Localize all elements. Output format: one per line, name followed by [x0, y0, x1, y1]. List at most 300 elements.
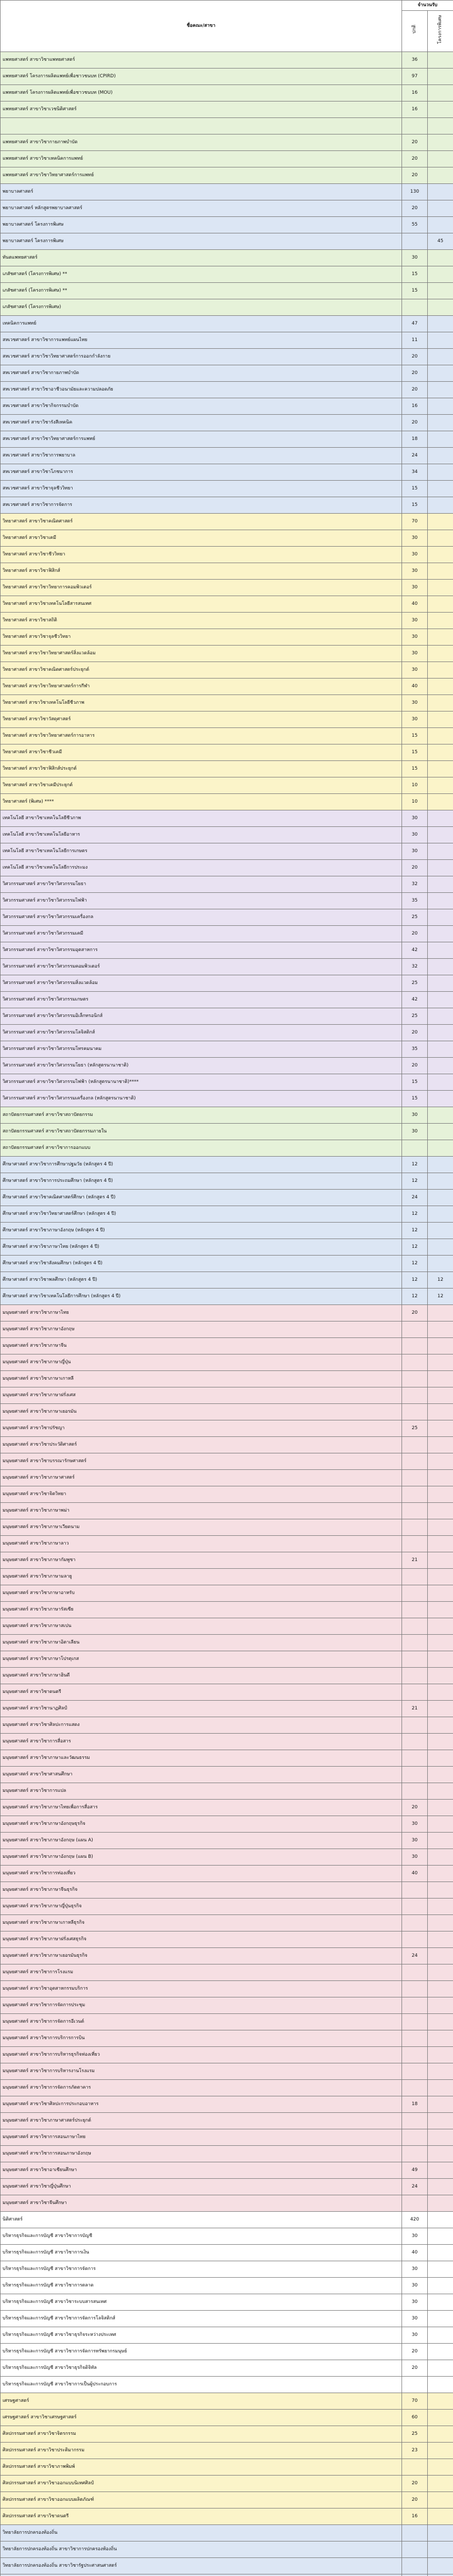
regular-quota: 12 [402, 1239, 428, 1256]
regular-quota: 24 [402, 448, 428, 464]
program-name: บริหารธุรกิจและการบัญชี สาขาวิชาการจัดการ [1, 2261, 402, 2278]
table-row [1, 1124, 453, 1140]
regular-quota: 20 [402, 365, 428, 382]
program-name: วิศวกรรมศาสตร์ สาขาวิชาวิศวกรรมเกษตร [1, 992, 402, 1008]
table-row [1, 1997, 453, 2014]
table-row [1, 2344, 453, 2360]
regular-quota [402, 2525, 428, 2541]
table-row [1, 596, 453, 613]
special-quota [428, 167, 453, 184]
special-quota [428, 1651, 453, 1668]
regular-quota: 40 [402, 2245, 428, 2261]
program-name: มนุษยศาสตร์ สาขาวิชาภาษาเยอรมัน [1, 1404, 402, 1420]
program-name: บริหารธุรกิจและการบัญชี สาขาวิชาการตลาด [1, 2278, 402, 2294]
special-quota [428, 1552, 453, 1569]
table-row [1, 1338, 453, 1354]
program-name: ทันตแพทยศาสตร์ [1, 250, 402, 266]
regular-quota [402, 1338, 428, 1354]
special-quota [428, 1997, 453, 2014]
table-row [1, 1717, 453, 1734]
special-quota [428, 1074, 453, 1091]
regular-quota [402, 2129, 428, 2146]
special-quota [428, 1585, 453, 1602]
table-row [1, 1272, 453, 1289]
regular-quota [402, 1997, 428, 2014]
special-quota [428, 382, 453, 398]
program-name: ศึกษาศาสตร์ สาขาวิชาคณิตศาสตร์ศึกษา (หลักสูตร 4 ปี) [1, 1190, 402, 1206]
program-name: มนุษยศาสตร์ สาขาวิชาภาษารัสเซีย [1, 1602, 402, 1618]
table-row [1, 1816, 453, 1833]
regular-quota: 32 [402, 876, 428, 893]
table-row [1, 431, 453, 448]
regular-quota: 20 [402, 200, 428, 217]
table-row [1, 2179, 453, 2195]
table-row [1, 893, 453, 909]
program-name: มนุษยศาสตร์ สาขาวิชาอาเซียนศึกษา [1, 2162, 402, 2179]
regular-quota [402, 1453, 428, 1470]
special-quota [428, 843, 453, 860]
table-row [1, 1470, 453, 1486]
table-row [1, 959, 453, 975]
regular-quota: 20 [402, 349, 428, 365]
program-name: เทคโนโลยี สาขาวิชาเทคโนโลยีการเกษตร [1, 843, 402, 860]
program-name: วิศวกรรมศาสตร์ สาขาวิชาวิศวกรรมโลจิสติกส์ [1, 1025, 402, 1041]
regular-quota: 20 [402, 1025, 428, 1041]
special-quota [428, 810, 453, 827]
regular-quota: 12 [402, 1289, 428, 1305]
table-row [1, 2294, 453, 2311]
regular-quota: 20 [402, 167, 428, 184]
regular-quota: 15 [402, 728, 428, 744]
special-quota [428, 1519, 453, 1536]
regular-quota [402, 1651, 428, 1668]
special-quota: 12 [428, 1272, 453, 1289]
table-row [1, 1503, 453, 1519]
program-name: สหเวชศาสตร์ สาขาวิชากายภาพบำบัด [1, 365, 402, 382]
program-name: วิทยาศาสตร์ สาขาวิชาวิทยาศาสตร์การอาหาร [1, 728, 402, 744]
table-row [1, 2278, 453, 2294]
regular-quota: 12 [402, 1223, 428, 1239]
program-name: วิศวกรรมศาสตร์ สาขาวิชาวิศวกรรมโยธา [1, 876, 402, 893]
program-name: วิทยาศาสตร์ (พิเศษ) **** [1, 794, 402, 810]
special-quota [428, 1882, 453, 1899]
table-row [1, 1223, 453, 1239]
special-quota [428, 1701, 453, 1717]
regular-quota [402, 1585, 428, 1602]
table-row [1, 1091, 453, 1107]
regular-quota: 16 [402, 398, 428, 415]
special-quota [428, 530, 453, 547]
program-name: วิศวกรรมศาสตร์ สาขาวิชาวิศวกรรมโยธา (หลักสูตรนานาชาติ) [1, 1058, 402, 1074]
special-quota [428, 2113, 453, 2129]
regular-quota: 25 [402, 1008, 428, 1025]
table-row [1, 1519, 453, 1536]
regular-quota: 30 [402, 580, 428, 596]
program-name: มนุษยศาสตร์ สาขาวิชาการจัดการอีเวนต์ [1, 2014, 402, 2030]
table-row [1, 1585, 453, 1602]
regular-quota: 15 [402, 1074, 428, 1091]
regular-quota: 30 [402, 2228, 428, 2245]
regular-quota: 12 [402, 1256, 428, 1272]
special-quota [428, 1025, 453, 1041]
table-row [1, 2492, 453, 2509]
table-row [1, 2096, 453, 2113]
program-name: เทคโนโลยี สาขาวิชาเทคโนโลยีชีวภาพ [1, 810, 402, 827]
regular-quota [402, 1915, 428, 1931]
special-quota [428, 431, 453, 448]
program-name: มนุษยศาสตร์ สาขาวิชาภาษาจีน [1, 1338, 402, 1354]
table-row [1, 2443, 453, 2459]
program-name: มนุษยศาสตร์ สาขาวิชาภาษาศาสตร์ประยุกต์ [1, 2113, 402, 2129]
table-row [1, 316, 453, 332]
table-row [1, 2525, 453, 2541]
table-row [1, 1239, 453, 1256]
program-name: มนุษยศาสตร์ สาขาวิชาภาษาฮินดี [1, 1668, 402, 1684]
program-name: บริหารธุรกิจและการบัญชี สาขาวิชาระบบสารสนเทศ [1, 2294, 402, 2311]
program-name: เทคโนโลยี สาขาวิชาเทคโนโลยีการประมง [1, 860, 402, 876]
table-row [1, 2541, 453, 2558]
special-quota [428, 2063, 453, 2080]
table-row [1, 85, 453, 101]
table-row [1, 1849, 453, 1866]
program-name: มนุษยศาสตร์ สาขาวิชาภาษาจีนธุรกิจ [1, 1882, 402, 1899]
program-name: มนุษยศาสตร์ สาขาวิชาภาษาไทย [1, 1305, 402, 1321]
regular-quota: 30 [402, 629, 428, 646]
regular-quota: 21 [402, 1701, 428, 1717]
program-name: มนุษยศาสตร์ สาขาวิชาญี่ปุ่นศึกษา [1, 2179, 402, 2195]
special-quota [428, 1371, 453, 1387]
table-row [1, 2245, 453, 2261]
special-quota [428, 728, 453, 744]
special-quota [428, 2574, 453, 2576]
program-name: บริหารธุรกิจและการบัญชี สาขาวิชาธุรกิจดิจิทัล [1, 2360, 402, 2377]
program-name: มนุษยศาสตร์ สาขาวิชาภาษาเวียดนาม [1, 1519, 402, 1536]
regular-quota [402, 2146, 428, 2162]
special-quota [428, 646, 453, 662]
special-quota [428, 2360, 453, 2377]
special-quota [428, 1190, 453, 1206]
table-row [1, 662, 453, 679]
table-row [1, 2426, 453, 2443]
program-name: มนุษยศาสตร์ สาขาวิชาภาษาเยอรมันธุรกิจ [1, 1948, 402, 1964]
special-quota [428, 1569, 453, 1585]
program-name: วิทยาศาสตร์ สาขาวิชาฟิสิกส์ [1, 563, 402, 580]
special-quota [428, 1833, 453, 1849]
table-header [1, 1, 453, 52]
special-quota [428, 794, 453, 810]
regular-quota [402, 1899, 428, 1915]
program-name: มนุษยศาสตร์ สาขาวิชาภาษาอังกฤษ [1, 1321, 402, 1338]
regular-quota: 60 [402, 2410, 428, 2426]
regular-quota [402, 2047, 428, 2063]
table-row [1, 2162, 453, 2179]
special-quota [428, 613, 453, 629]
regular-quota: 15 [402, 1091, 428, 1107]
table-row [1, 217, 453, 233]
program-name: บริหารธุรกิจและการบัญชี สาขาวิชาการเป็นผู้ประกอบการ [1, 2377, 402, 2393]
program-name: บริหารธุรกิจและการบัญชี สาขาวิชาการจัดการโลจิสติกส์ [1, 2311, 402, 2327]
program-name: วิศวกรรมศาสตร์ สาขาวิชาวิศวกรรมอิเล็กทรอนิกส์ [1, 1008, 402, 1025]
regular-quota: 30 [402, 250, 428, 266]
special-quota [428, 2228, 453, 2245]
program-name: ศิลปกรรมศาสตร์ สาขาวิชาจิตรกรรม [1, 2426, 402, 2443]
program-name: มนุษยศาสตร์ สาขาวิชาภาษาเกาหลี [1, 1371, 402, 1387]
regular-quota: 24 [402, 1190, 428, 1206]
regular-quota: 20 [402, 1058, 428, 1074]
table-row [1, 1206, 453, 1223]
program-name: สหเวชศาสตร์ สาขาวิชาจุลชีววิทยา [1, 481, 402, 497]
regular-quota: 20 [402, 382, 428, 398]
special-quota [428, 118, 453, 134]
table-row [1, 382, 453, 398]
table-row [1, 250, 453, 266]
regular-quota: 30 [402, 810, 428, 827]
table-row [1, 1651, 453, 1668]
program-name: วิทยาศาสตร์ สาขาวิชาเทคโนโลยีชีวภาพ [1, 695, 402, 711]
special-quota [428, 2261, 453, 2278]
program-name: สถาปัตยกรรมศาสตร์ สาขาวิชาสถาปัตยกรรม [1, 1107, 402, 1124]
table-row [1, 2212, 453, 2228]
program-name: วิทยาศาสตร์ สาขาวิชาจุลชีววิทยา [1, 629, 402, 646]
program-name: เภสัชศาสตร์ (โครงการพิเศษ) [1, 299, 402, 316]
program-name: พยาบาลศาสตร์ [1, 184, 402, 200]
program-name: มนุษยศาสตร์ สาขาวิชาการสอนภาษาไทย [1, 2129, 402, 2146]
table-row [1, 2063, 453, 2080]
regular-quota [402, 1684, 428, 1701]
special-quota [428, 200, 453, 217]
special-quota [428, 1223, 453, 1239]
program-name: วิทยาศาสตร์ สาขาวิชาเคมี [1, 530, 402, 547]
table-row [1, 2146, 453, 2162]
program-name: ศึกษาศาสตร์ สาขาวิชาการศึกษาปฐมวัย (หลักสูตร 4 ปี) [1, 1157, 402, 1173]
program-name: พยาบาลศาสตร์ โครงการพิเศษ [1, 217, 402, 233]
special-quota [428, 101, 453, 118]
table-row [1, 1190, 453, 1206]
special-quota [428, 1157, 453, 1173]
special-quota [428, 1321, 453, 1338]
regular-quota [402, 1734, 428, 1750]
special-quota [428, 2541, 453, 2558]
special-quota [428, 2393, 453, 2410]
special-quota [428, 1899, 453, 1915]
regular-quota [402, 1503, 428, 1519]
program-name: วิศวกรรมศาสตร์ สาขาวิชาวิศวกรรมเครื่องกล (หลักสูตรนานาชาติ) [1, 1091, 402, 1107]
table-row [1, 1569, 453, 1585]
special-quota [428, 2426, 453, 2443]
program-name: แพทยศาสตร์ โครงการผลิตแพทย์เพื่อชาวชนบท (MOU) [1, 85, 402, 101]
regular-quota: 18 [402, 431, 428, 448]
regular-quota [402, 1668, 428, 1684]
special-quota [428, 69, 453, 85]
table-row [1, 2574, 453, 2576]
table-row [1, 530, 453, 547]
program-name: มนุษยศาสตร์ สาขาวิชาภาษาสเปน [1, 1618, 402, 1635]
special-quota [428, 1602, 453, 1618]
special-quota [428, 448, 453, 464]
regular-quota [402, 1321, 428, 1338]
special-quota [428, 1239, 453, 1256]
special-quota [428, 827, 453, 843]
regular-quota: 30 [402, 563, 428, 580]
special-quota [428, 679, 453, 695]
program-name: มนุษยศาสตร์ สาขาวิชานาฏศิลป์ [1, 1701, 402, 1717]
special-quota [428, 1173, 453, 1190]
table-row [1, 1371, 453, 1387]
special-quota [428, 2014, 453, 2030]
regular-quota: 10 [402, 777, 428, 794]
special-quota [428, 893, 453, 909]
header-regular: ปกติ [402, 11, 428, 52]
regular-quota: 30 [402, 1124, 428, 1140]
program-name: วิศวกรรมศาสตร์ สาขาวิชาวิศวกรรมไฟฟ้า (หลักสูตรนานาชาติ)**** [1, 1074, 402, 1091]
special-quota [428, 1948, 453, 1964]
table-row [1, 1453, 453, 1470]
regular-quota [402, 1882, 428, 1899]
program-name: สหเวชศาสตร์ สาขาวิชาการแพทย์แผนไทย [1, 332, 402, 349]
program-name: มนุษยศาสตร์ สาขาวิชาการจัดการประชุม [1, 1997, 402, 2014]
table-row [1, 398, 453, 415]
regular-quota [402, 1602, 428, 1618]
special-quota [428, 1338, 453, 1354]
table-row [1, 1354, 453, 1371]
table-row [1, 151, 453, 167]
table-row [1, 1783, 453, 1800]
table-row [1, 283, 453, 299]
table-row [1, 563, 453, 580]
program-name: มนุษยศาสตร์ สาขาวิชาการบริหารงานโรงแรม [1, 2063, 402, 2080]
regular-quota: 20 [402, 415, 428, 431]
special-quota [428, 563, 453, 580]
special-quota [428, 1684, 453, 1701]
program-name: มนุษยศาสตร์ สาขาวิชาปรัชญา [1, 1420, 402, 1437]
header-count: จำนวนรับ [402, 1, 453, 11]
regular-quota: 35 [402, 893, 428, 909]
regular-quota: 30 [402, 711, 428, 728]
regular-quota [402, 1569, 428, 1585]
special-quota [428, 85, 453, 101]
special-quota [428, 580, 453, 596]
table-row [1, 2393, 453, 2410]
special-quota [428, 2080, 453, 2096]
special-quota [428, 1354, 453, 1371]
program-name: มนุษยศาสตร์ สาขาวิชาภาษาฝรั่งเศส [1, 1387, 402, 1404]
table-row [1, 992, 453, 1008]
regular-quota: 25 [402, 1420, 428, 1437]
regular-quota [402, 1981, 428, 1997]
special-quota [428, 299, 453, 316]
special-quota [428, 744, 453, 761]
regular-quota: 10 [402, 794, 428, 810]
special-quota [428, 1041, 453, 1058]
table-row [1, 1602, 453, 1618]
special-quota [428, 2459, 453, 2476]
table-row [1, 2228, 453, 2245]
special-quota [428, 1107, 453, 1124]
program-name: บริหารธุรกิจและการบัญชี สาขาวิชาการเงิน [1, 2245, 402, 2261]
special-quota [428, 1866, 453, 1882]
special-quota [428, 1404, 453, 1420]
program-name: บริหารธุรกิจและการบัญชี สาขาวิชาธุรกิจระหว่างประเทศ [1, 2327, 402, 2344]
regular-quota: 35 [402, 1041, 428, 1058]
special-quota [428, 1387, 453, 1404]
program-name: วิทยาศาสตร์ สาขาวิชาคณิตศาสตร์ประยุกต์ [1, 662, 402, 679]
table-row [1, 266, 453, 283]
regular-quota [402, 1437, 428, 1453]
program-name: วิทยาศาสตร์ สาขาวิชาชีวเคมี [1, 744, 402, 761]
table-row [1, 415, 453, 431]
table-row [1, 101, 453, 118]
program-name: มนุษยศาสตร์ สาขาวิชาศิลปะการประกอบอาหาร [1, 2096, 402, 2113]
regular-quota: 25 [402, 909, 428, 926]
program-name: เทคโนโลยี สาขาวิชาเทคโนโลยีอาหาร [1, 827, 402, 843]
special-quota [428, 2030, 453, 2047]
regular-quota: 20 [402, 151, 428, 167]
special-quota [428, 1767, 453, 1783]
program-name: แพทยศาสตร์ สาขาวิชากายภาพบำบัด [1, 134, 402, 151]
program-name: มนุษยศาสตร์ สาขาวิชาภาษามลายู [1, 1569, 402, 1585]
program-name: สหเวชศาสตร์ สาขาวิชาการพยาบาล [1, 448, 402, 464]
regular-quota: 16 [402, 101, 428, 118]
regular-quota: 15 [402, 744, 428, 761]
special-quota [428, 975, 453, 992]
table-row [1, 761, 453, 777]
regular-quota [402, 1371, 428, 1387]
table-row [1, 646, 453, 662]
table-row [1, 777, 453, 794]
regular-quota [402, 2558, 428, 2574]
table-row [1, 299, 453, 316]
table-row [1, 69, 453, 85]
program-name: สถาปัตยกรรมศาสตร์ สาขาวิชาสถาปัตยกรรมภายใน [1, 1124, 402, 1140]
table-row [1, 695, 453, 711]
table-row [1, 1305, 453, 1321]
special-quota [428, 992, 453, 1008]
program-name: ศึกษาศาสตร์ สาขาวิชาการประถมศึกษา (หลักสูตร 4 ปี) [1, 1173, 402, 1190]
table-row [1, 547, 453, 563]
table-row [1, 1074, 453, 1091]
regular-quota: 30 [402, 646, 428, 662]
regular-quota: 30 [402, 1849, 428, 1866]
special-quota [428, 2129, 453, 2146]
regular-quota: 55 [402, 217, 428, 233]
special-quota [428, 2525, 453, 2541]
program-name: มนุษยศาสตร์ สาขาวิชาภาษาอิตาเลียน [1, 1635, 402, 1651]
table-row [1, 1618, 453, 1635]
special-quota: 45 [428, 233, 453, 250]
table-row [1, 2558, 453, 2574]
program-name: มนุษยศาสตร์ สาขาวิชาการโรงแรม [1, 1964, 402, 1981]
table-row [1, 1750, 453, 1767]
special-quota [428, 1800, 453, 1816]
regular-quota: 16 [402, 85, 428, 101]
regular-quota: 15 [402, 283, 428, 299]
special-quota [428, 2195, 453, 2212]
special-quota [428, 1008, 453, 1025]
special-quota [428, 1618, 453, 1635]
regular-quota: 30 [402, 1107, 428, 1124]
table-row [1, 1866, 453, 1882]
regular-quota [402, 1964, 428, 1981]
regular-quota [402, 2195, 428, 2212]
program-name: แพทยศาสตร์ สาขาวิชาวิทยาศาสตร์การแพทย์ [1, 167, 402, 184]
program-name: วิศวกรรมศาสตร์ สาขาวิชาวิศวกรรมคอมพิวเตอร์ [1, 959, 402, 975]
special-quota [428, 2509, 453, 2525]
regular-quota: 40 [402, 596, 428, 613]
regular-quota [402, 1635, 428, 1651]
special-quota [428, 2047, 453, 2063]
program-name: ศึกษาศาสตร์ สาขาวิชาสังคมศึกษา (หลักสูตร 4 ปี) [1, 1256, 402, 1272]
special-quota [428, 1783, 453, 1800]
